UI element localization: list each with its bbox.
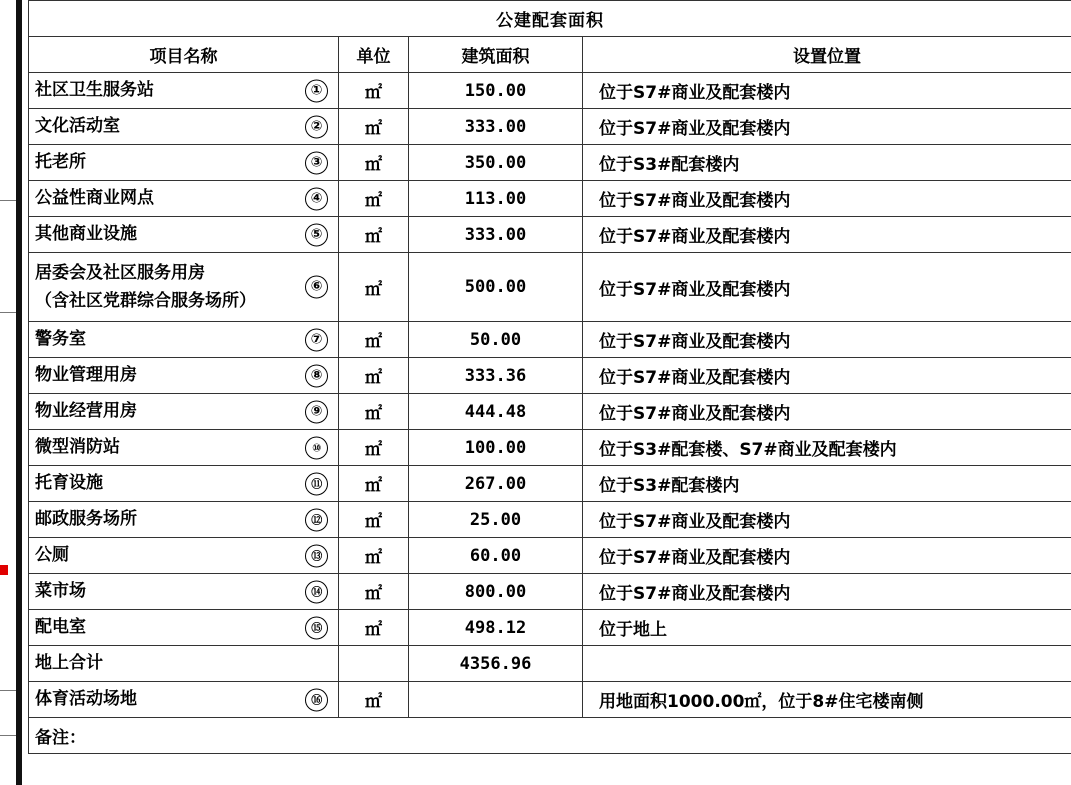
table-row [29,502,1071,538]
red-marker [0,565,8,575]
location-cell: 位于S7#商业及配套楼内 [583,181,1071,217]
location-cell: 位于S3#配套楼内 [583,466,1071,502]
item-number-badge: ⑭ [305,580,328,603]
item-name: 托老所 [35,152,86,172]
header-area: 建筑面积 [409,37,583,73]
sheet-border-line [16,0,22,785]
table-row [29,73,1071,109]
item-name: 微型消防站 [35,437,120,457]
location-cell: 位于S7#商业及配套楼内 [583,574,1071,610]
item-name: 警务室 [35,329,86,349]
table-row [29,610,1071,646]
item-number-badge: ⑬ [305,544,328,567]
unit-cell: ㎡ [339,73,409,109]
margin-tick [0,312,16,313]
table-row [29,430,1071,466]
item-name-cell [29,253,339,322]
subtotal-name: 地上合计 [35,653,103,673]
item-name: 体育活动场地 [35,689,137,709]
area-cell: 350.00 [409,145,583,181]
item-name-cell [29,109,339,145]
unit-cell: ㎡ [339,358,409,394]
item-name-cell [29,610,339,646]
unit-cell: ㎡ [339,682,409,718]
item-number-badge: ① [305,79,328,102]
table-row [29,109,1071,145]
area-cell: 50.00 [409,322,583,358]
area-cell: 267.00 [409,466,583,502]
item-name-cell [29,682,339,718]
margin-tick [0,735,16,736]
item-number-badge: ⑫ [305,508,328,531]
item-name: 公益性商业网点 [35,188,154,208]
item-name: 物业管理用房 [35,365,137,385]
location-cell: 位于地上 [583,610,1071,646]
unit-cell [339,646,409,682]
area-cell: 150.00 [409,73,583,109]
location-cell: 用地面积1000.00㎡，位于8#住宅楼南侧 [583,682,1071,718]
header-location: 设置位置 [583,37,1071,73]
item-name-cell [29,466,339,502]
location-cell: 位于S7#商业及配套楼内 [583,394,1071,430]
area-cell: 25.00 [409,502,583,538]
location-cell: 位于S7#商业及配套楼内 [583,109,1071,145]
area-cell: 498.12 [409,610,583,646]
location-cell: 位于S7#商业及配套楼内 [583,253,1071,322]
item-name-cell [29,322,339,358]
header-name: 项目名称 [29,37,339,73]
unit-cell: ㎡ [339,610,409,646]
item-number-badge: ⑯ [305,688,328,711]
item-name: 托育设施 [35,473,103,493]
item-number-badge: ⑥ [305,276,328,299]
table-row [29,358,1071,394]
item-name-cell [29,181,339,217]
page-title: 公建配套面积 [29,1,1071,37]
area-cell: 333.36 [409,358,583,394]
note-row [29,718,1071,754]
area-cell: 444.48 [409,394,583,430]
item-number-badge: ⑦ [305,328,328,351]
unit-cell: ㎡ [339,181,409,217]
area-cell: 60.00 [409,538,583,574]
subtotal-label [29,646,339,682]
item-number-badge: ⑩ [305,436,328,459]
area-cell: 113.00 [409,181,583,217]
area-cell: 333.00 [409,109,583,145]
note-label: 备注： [29,718,1071,754]
location-cell: 位于S7#商业及配套楼内 [583,73,1071,109]
header-row [29,37,1071,73]
item-number-badge: ② [305,115,328,138]
item-number-badge: ⑤ [305,223,328,246]
location-cell: 位于S7#商业及配套楼内 [583,502,1071,538]
item-name: 物业经营用房 [35,401,137,421]
subtotal-row [29,646,1071,682]
location-cell: 位于S3#配套楼内 [583,145,1071,181]
unit-cell: ㎡ [339,574,409,610]
margin-tick [0,200,16,201]
location-cell: 位于S7#商业及配套楼内 [583,322,1071,358]
item-number-badge: ⑮ [305,616,328,639]
table-row [29,394,1071,430]
area-cell: 500.00 [409,253,583,322]
table-row [29,322,1071,358]
left-margin-rule [0,0,22,785]
item-name: 菜市场 [35,581,86,601]
unit-cell: ㎡ [339,217,409,253]
item-name: 公厕 [35,545,69,565]
item-name-line1: 居委会及社区服务用房 [35,263,205,283]
unit-cell: ㎡ [339,538,409,574]
location-cell: 位于S7#商业及配套楼内 [583,217,1071,253]
margin-tick [0,690,16,691]
document-sheet [28,0,1071,785]
location-cell: 位于S3#配套楼、S7#商业及配套楼内 [583,430,1071,466]
table-row [29,145,1071,181]
unit-cell: ㎡ [339,502,409,538]
area-cell: 100.00 [409,430,583,466]
item-number-badge: ④ [305,187,328,210]
unit-cell: ㎡ [339,394,409,430]
item-name-cell [29,217,339,253]
table-row [29,466,1071,502]
item-name-cell [29,394,339,430]
item-name-cell [29,358,339,394]
table-row [29,538,1071,574]
item-number-badge: ③ [305,151,328,174]
item-name-line2: （含社区党群综合服务场所） [35,291,256,311]
unit-cell: ㎡ [339,253,409,322]
table-row [29,217,1071,253]
item-name: 社区卫生服务站 [35,80,154,100]
location-cell: 位于S7#商业及配套楼内 [583,358,1071,394]
item-name [35,255,338,319]
item-name: 配电室 [35,617,86,637]
location-cell [583,646,1071,682]
table-row [29,253,1071,322]
facility-area-table [28,0,1071,754]
item-name-cell [29,502,339,538]
item-name-cell [29,430,339,466]
item-number-badge: ⑨ [305,400,328,423]
location-cell: 位于S7#商业及配套楼内 [583,538,1071,574]
subtotal-area: 4356.96 [409,646,583,682]
table-row [29,574,1071,610]
unit-cell: ㎡ [339,322,409,358]
area-cell [409,682,583,718]
item-name: 其他商业设施 [35,224,137,244]
item-name-cell [29,538,339,574]
item-number-badge: ⑪ [305,472,328,495]
unit-cell: ㎡ [339,145,409,181]
item-number-badge: ⑧ [305,364,328,387]
unit-cell: ㎡ [339,430,409,466]
item-name-cell [29,145,339,181]
unit-cell: ㎡ [339,109,409,145]
header-unit: 单位 [339,37,409,73]
area-cell: 800.00 [409,574,583,610]
sports-row [29,682,1071,718]
item-name-cell [29,574,339,610]
item-name-cell [29,73,339,109]
unit-cell: ㎡ [339,466,409,502]
item-name: 邮政服务场所 [35,509,137,529]
item-name: 文化活动室 [35,116,120,136]
table-row [29,181,1071,217]
area-cell: 333.00 [409,217,583,253]
